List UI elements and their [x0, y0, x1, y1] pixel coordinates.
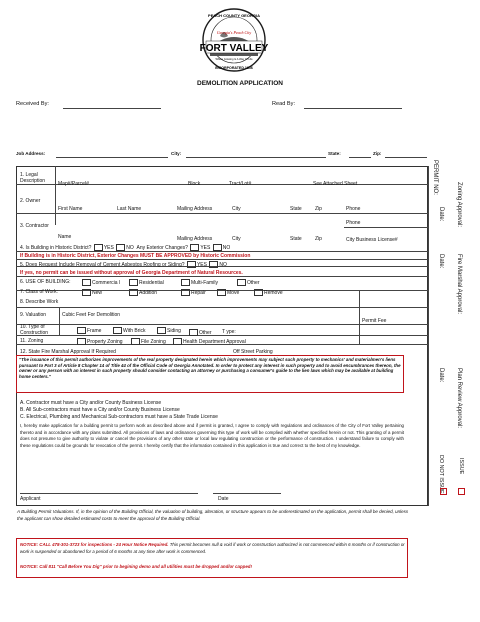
zoning-label: 11. Zoning [20, 338, 44, 344]
asbestos-label: 5. Does Request Include Removal of Cement Asbestos Roofing or Siding? [20, 261, 185, 268]
applicant-label: Applicant [20, 496, 41, 502]
received-by-label: Received By: [16, 101, 49, 107]
asbestos-question [20, 261, 227, 268]
zip-field[interactable] [385, 157, 427, 158]
asbestos-no-label: NO [219, 261, 227, 268]
owner-state-label: State [290, 206, 302, 212]
issue-label: ISSUE [458, 458, 464, 475]
job-address-label: Job Address: [16, 151, 46, 156]
work-remove-label: Remove [264, 289, 283, 296]
legal-description-label: 1. Legal Description [20, 172, 46, 184]
contractor-name-label: Name [58, 234, 72, 240]
contractor-label: 3. Contractor [20, 223, 49, 229]
job-address-field[interactable] [56, 157, 168, 158]
owner-city-label: City [232, 206, 241, 212]
contractor-city-label: City [232, 236, 241, 242]
asbestos-yes-label: YES [196, 261, 207, 268]
svg-text:PEACH COUNTY GEORGIA: PEACH COUNTY GEORGIA [208, 13, 260, 18]
asbestos-warning: If yes, no permit can be issued without approval of Georgia Department of Natural Resources. [20, 270, 243, 276]
work-addition-label: Addition [139, 289, 158, 296]
applicant-signature-line[interactable] [20, 493, 198, 494]
valuation-note: A Building Permit Valuations. If, in the opinion of the Building Official, the valuation of building, alteration, or structure appears to be underestimated on the application, permit shall be denied, unless the applicant can show detailed estimated costs to meet the approval of the Building Official. [17, 509, 409, 521]
construction-type-label: T ype: [222, 329, 236, 335]
permit-no-label: PERMIT NO: [432, 160, 438, 195]
owner-mailing-address-label: Mailing Address [177, 206, 213, 212]
city-label: City: [171, 151, 182, 156]
issue-checkbox[interactable] [458, 488, 465, 495]
class-of-work-label: 7. Class of Work: [20, 289, 58, 295]
valuation-label: 9. Valuation [20, 312, 47, 318]
file-zoning-label: File Zoning [141, 338, 166, 345]
inspection-notice [20, 541, 406, 556]
plan-date-label: Date: [438, 368, 444, 383]
zip-label: Zip: [373, 151, 382, 156]
license-line-a: A. Contractor must have a City and/or County Business License [20, 400, 162, 406]
see-attached-sheet-label: See Attached Sheet [313, 181, 358, 187]
inspection-notice-phone: NOTICE: CALL 478-301-3723 for inspections - 24 Hour Notice Required. [20, 542, 169, 547]
contractor-phone-label: Phone [346, 220, 361, 226]
inspection-notice-rest: This permit becomes null & void if work or construction authorized is not commenced within 6 months or if construction or work is suspended or abandoned for a period of 6 months at any time after work is commenced. [20, 542, 405, 555]
received-by-field[interactable] [63, 108, 161, 109]
zoning-date-label: Date: [438, 207, 444, 222]
historic-yes-checkbox[interactable] [94, 244, 103, 251]
owner-zip-label: Zip [315, 206, 322, 212]
tract-lot-label: Tract/Lot# [229, 181, 252, 187]
type-of-construction-label: 10. Type of Construction [20, 324, 49, 336]
work-move-label: Move [227, 289, 240, 296]
city-field[interactable] [186, 157, 326, 158]
plan-review-approval-label: Plan Review Approval: [456, 368, 462, 429]
asbestos-yes-checkbox[interactable] [187, 261, 196, 268]
work-repair-label: Repair [191, 289, 206, 296]
fire-marshal-approval-side-label: Fire Marshal Approval: [456, 254, 462, 315]
fire-date-label: Date: [438, 254, 444, 269]
contractor-mailing-address-label: Mailing Address [177, 236, 213, 242]
work-repair-option[interactable] [180, 289, 206, 296]
health-dept-label: Health Department Approval [183, 338, 246, 345]
owner-first-name-label: First Name [58, 206, 83, 212]
dig-notice: NOTICE: Call 811 "Call Before You Dig" prior to begining demo and all utilities must be dropped and/or capped! [20, 564, 252, 569]
lien-notice-text: "The issuance of this permit authorizes improvements of the real property designated herein which improvements may subject such property to mechanics' and materialmen's liens pursuant to Part 3 of Article 8 Chapter 14 of Title 44 of the Official Code of Georgia Annotated. In order to protect any interest in such property and to avoid encumbrances thereon, the owner or any person with an interest in such property should consider contacting an attorney or purchasing a consumer's guide to the lien laws which may be available at building home centers." [19, 357, 401, 379]
use-residential-label: Residential [139, 279, 164, 286]
owner-last-name-label: Last Name [117, 206, 142, 212]
construction-siding-option[interactable] [156, 327, 181, 334]
use-multifamily-option[interactable] [180, 279, 218, 286]
owner-label: 2. Owner [20, 198, 41, 204]
construction-other-label: Other [199, 329, 212, 336]
contractor-zip-label: Zip [315, 236, 322, 242]
zoning-approval-label: Zoning Approval: [456, 182, 462, 228]
exterior-yes-label: YES [200, 244, 211, 251]
describe-work-label: 8. Describe Work [20, 299, 59, 305]
do-not-issue-checkbox[interactable] [440, 488, 447, 495]
work-addition-option[interactable] [128, 289, 157, 296]
do-not-issue-label: DO NOT ISSUE [438, 455, 444, 494]
city-business-license-label: City Business License# [346, 237, 398, 243]
state-field[interactable] [349, 157, 371, 158]
fire-marshal-approval-label: 12. State Fire Marshal Approval If Required [20, 349, 116, 355]
license-line-c: C. Electrical, Plumbing and Mechanical Sub-contractors must have a State Trade License [20, 414, 218, 420]
city-seal-logo [196, 6, 272, 76]
use-multifamily-label: Multi-Family [191, 279, 218, 286]
historic-yes-label: YES [103, 244, 114, 251]
use-other-label: Other [247, 279, 260, 286]
read-by-label: Read By: [272, 101, 296, 107]
block-label: Block [188, 181, 201, 187]
construction-frame-label: Frame [87, 327, 102, 334]
use-residential-option[interactable] [128, 279, 164, 286]
contractor-state-label: State [290, 236, 302, 242]
date-signature-line[interactable] [213, 493, 281, 494]
read-by-field[interactable] [304, 108, 402, 109]
construction-brick-label: With Brick [123, 327, 146, 334]
date-label: Date [218, 496, 229, 502]
svg-text:Georgia's Peach City: Georgia's Peach City [216, 30, 252, 35]
work-new-label: New [92, 289, 103, 296]
owner-phone-label: Phone [346, 206, 361, 212]
svg-text:INCORPORATED 1856: INCORPORATED 1856 [215, 66, 253, 70]
health-dept-option[interactable] [172, 338, 246, 345]
map-parcel-label: Map#/Parcel# [58, 181, 89, 187]
work-remove-option[interactable] [253, 289, 283, 296]
construction-brick-option[interactable] [112, 327, 146, 334]
historic-no-label: NO [126, 244, 134, 251]
construction-other-option[interactable] [188, 329, 212, 336]
construction-frame-option[interactable] [76, 327, 101, 334]
permit-fee-label: Permit Fee [362, 318, 387, 324]
exterior-yes-checkbox[interactable] [190, 244, 199, 251]
exterior-changes-label: Any Exterior Changes? [136, 244, 188, 251]
use-of-building-label: 6. USE OF BUILDING: [20, 279, 71, 285]
svg-text:Where Growing Is A Way Of Life: Where Growing Is A Way Of Life [215, 58, 253, 61]
use-commercial-option[interactable] [81, 279, 120, 286]
off-street-parking-label: Off Street Parking [233, 349, 273, 355]
application-form-grid [16, 166, 428, 506]
property-zoning-option[interactable] [76, 338, 123, 345]
exterior-no-label: NO [222, 244, 231, 251]
property-zoning-label: Property Zoning [87, 338, 123, 345]
license-line-b: B. All Sub-contractors must have a City and/or County Business License [20, 407, 180, 413]
file-zoning-option[interactable] [130, 338, 166, 345]
use-commercial-label: Commercia l [92, 279, 121, 286]
historic-no-checkbox[interactable] [116, 244, 125, 251]
exterior-no-checkbox[interactable] [213, 244, 222, 251]
cubic-feet-label: Cubic Feet For Demolition [62, 312, 121, 318]
historic-district-label: 4. Is Building in Historic District? [20, 244, 92, 251]
use-other-option[interactable] [236, 279, 260, 286]
asbestos-no-checkbox[interactable] [209, 261, 218, 268]
work-move-option[interactable] [216, 289, 239, 296]
certification-text: I, hereby make application for a building permit to perform work as described above and if permit is granted, I agree to comply with regulations and ordinances of the City of Fort Valley pertaining thereto and in accordance with any plans submitted. All provisions of laws and ordinances governing this type of work will be complied with whether specified herein or not. This granting of a permit does not presume to give authority to violate or cancel the provisions of any other state or local law regulating construction or the performance of construction. I understand failure to comply with these regulations could be grounds for revocation of the permit. I hereby certify that the information contained in this application is true and correct to the best of my knowledge. [20, 423, 404, 448]
svg-text:FORT VALLEY: FORT VALLEY [199, 43, 269, 54]
historic-district-question [20, 244, 230, 251]
historic-warning: If Building is in Historic District, Exterior Changes MUST BE APPROVED by Historic Commission [20, 253, 251, 259]
construction-siding-label: Siding [167, 327, 181, 334]
state-label: State: [328, 151, 341, 156]
page-title: DEMOLITION APPLICATION [197, 80, 283, 87]
work-new-option[interactable] [81, 289, 102, 296]
